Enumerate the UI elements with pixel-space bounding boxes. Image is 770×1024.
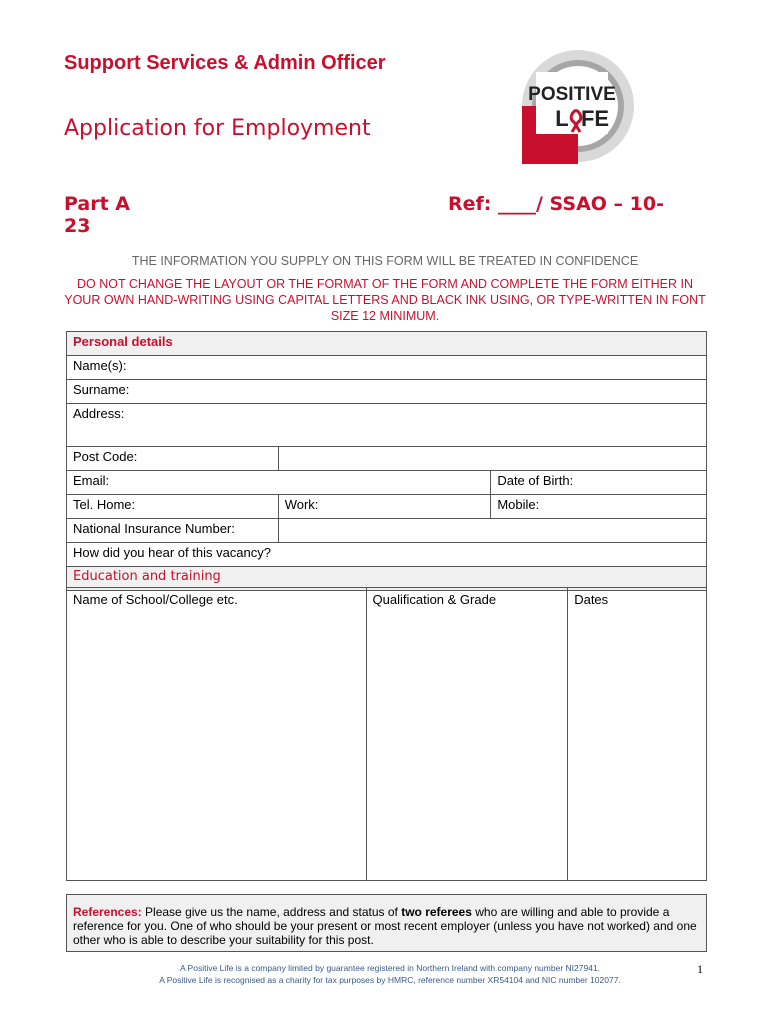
dates-column[interactable]	[568, 588, 707, 881]
references-text-a: Please give us the name, address and status of	[141, 905, 402, 919]
qualification-column-header: Qualification & Grade	[372, 592, 497, 607]
footer-line-2: A Positive Life is recognised as a charity for tax purposes by HMRC, reference number XR54104 and NIC number 102077.	[159, 975, 621, 985]
reference-number: Ref: ____/ SSAO – 10-	[448, 193, 664, 215]
confidentiality-notice: THE INFORMATION YOU SUPPLY ON THIS FORM WILL BE TREATED IN CONFIDENCE	[131, 254, 639, 268]
references-box	[66, 894, 707, 952]
format-warning: DO NOT CHANGE THE LAYOUT OR THE FORMAT OF THE FORM AND COMPLETE THE FORM EITHER IN YOUR OWN HAND-WRITING USING CAPITAL LETTERS AND BLACK INK USING, OR TYPE-WRITTEN IN FONT SIZE 12 MINIMUM.	[64, 277, 706, 323]
school-column-header: Name of School/College etc.	[73, 592, 238, 607]
svg-text:FE: FE	[580, 106, 610, 131]
part-label: Part A	[64, 193, 131, 215]
dates-column-header: Dates	[574, 592, 609, 607]
footer-line-1: A Positive Life is a company limited by guarantee registered in Northern Ireland with company number NI27941.	[179, 963, 601, 973]
personal-details-heading: Personal details	[67, 332, 707, 356]
references-text-b: who are willing and able to provide a reference for you. One of who should be your present or most recent employer (unless you have not worked) and one other who is able to describe your suitability for this post.	[73, 905, 697, 947]
personal-details-table	[66, 331, 707, 591]
education-table	[66, 587, 707, 881]
surname-field[interactable]: Surname:	[67, 380, 707, 404]
ni-label: National Insurance Number:	[67, 519, 279, 543]
positive-life-logo	[518, 48, 638, 168]
mobile-field[interactable]: Mobile:	[491, 495, 707, 519]
dob-field[interactable]: Date of Birth:	[491, 471, 707, 495]
school-column[interactable]	[67, 588, 367, 881]
ni-field[interactable]	[278, 519, 706, 543]
names-field[interactable]: Name(s):	[67, 356, 707, 380]
footer	[60, 962, 720, 986]
form-title: Support Services & Admin Officer	[64, 52, 386, 74]
page-number: 1	[697, 962, 703, 976]
references-label: References:	[73, 905, 142, 919]
reference-number-continued: 23	[64, 215, 91, 237]
address-field[interactable]: Address:	[67, 404, 707, 447]
tel-home-field[interactable]: Tel. Home:	[67, 495, 279, 519]
postcode-label: Post Code:	[67, 447, 279, 471]
svg-text:POSITIVE: POSITIVE	[528, 84, 616, 105]
work-phone-field[interactable]: Work:	[278, 495, 491, 519]
vacancy-source-field[interactable]: How did you hear of this vacancy?	[67, 543, 707, 567]
email-field[interactable]: Email:	[67, 471, 491, 495]
qualification-column[interactable]	[366, 588, 568, 881]
form-subtitle: Application for Employment	[64, 116, 371, 141]
education-heading: Education and training	[67, 567, 707, 591]
references-text-bold: two referees	[401, 905, 472, 919]
svg-text:L: L	[555, 106, 569, 131]
postcode-field[interactable]	[278, 447, 706, 471]
